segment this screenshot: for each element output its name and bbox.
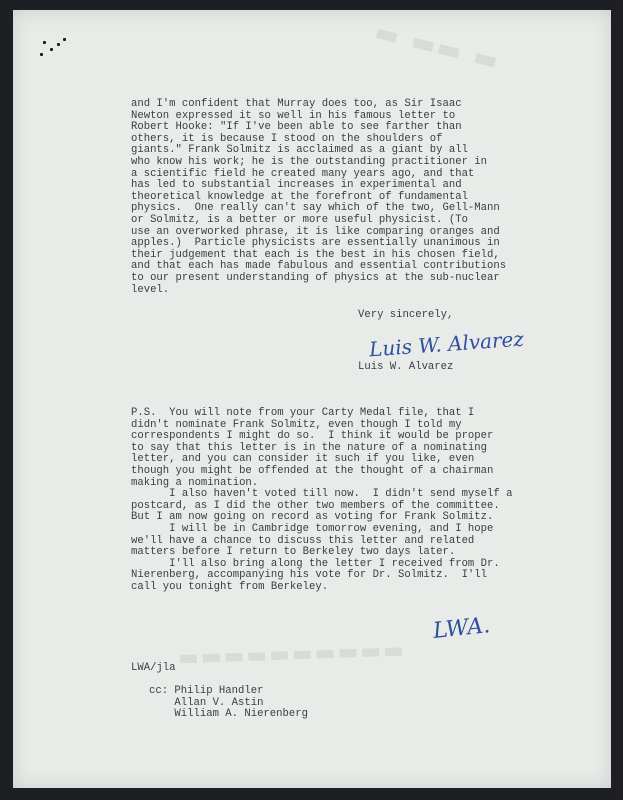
postscript-line: Nierenberg, accompanying his vote for Dr. Solmitz. I'll (131, 569, 488, 582)
body-line: level. (131, 283, 170, 296)
body-line: use an overworked phrase, it is like comparing oranges and (131, 225, 500, 238)
cc-line: cc: Philip Handler (149, 685, 264, 697)
body-line: their judgement that each is the best in his chosen field, (131, 248, 500, 261)
body-line: a scientific field he created many years ago, and that (131, 167, 475, 180)
postscript-line: I also haven't voted till now. I didn't send myself a (131, 488, 513, 501)
body-line: and that each has made fabulous and essential contributions (131, 260, 507, 273)
cc-line: William A. Nierenberg (149, 708, 308, 721)
postscript-line: making a nomination. (131, 476, 259, 489)
postscript-line: I will be in Cambridge tomorrow evening, and I hope (131, 523, 494, 535)
stamp-bleed-through: ▬▬▬▬▬▬▬▬▬▬ (177, 638, 407, 671)
postscript-line: letter, and you can consider it such if you like, even (131, 453, 475, 466)
body-line: theoretical knowledge at the forefront of fundamental (131, 190, 468, 203)
postscript-line: we'll have a chance to discuss this letter and related (131, 534, 475, 547)
letter-page (13, 10, 611, 788)
signature: Luis W. Alvarez (368, 326, 525, 362)
typed-name: Luis W. Alvarez (358, 361, 454, 373)
postscript-line: postcard, as I did the other two members of the committee. (131, 499, 500, 512)
closing: Very sincerely, (358, 309, 454, 321)
body-line: physics. One really can't say which of the two, Gell-Mann (131, 202, 500, 215)
initials-signature: LWA. (431, 613, 492, 644)
postscript-line: P.S. You will note from your Carty Medal file, that I (131, 407, 475, 419)
body-line: giants." Frank Solmitz is acclaimed as a giant by all (131, 144, 468, 157)
postscript-line: call you tonight from Berkeley. (131, 581, 329, 593)
reference-initials: LWA/jla (131, 662, 176, 674)
body-line: has led to substantial increases in experimental and (131, 179, 462, 192)
ink-speck (57, 43, 60, 46)
ink-speck (50, 48, 53, 51)
body-line: to our present understanding of physics at the sub-nuclear (131, 272, 500, 284)
ink-speck (43, 41, 46, 44)
cc-line: Allan V. Astin (149, 696, 264, 709)
body-line: Newton expressed it so well in his famous letter to (131, 109, 456, 122)
stamp-bleed-through: ▬ ▬▬ ▬ (371, 16, 504, 78)
postscript-line: to say that this letter is in the nature of a nominating (131, 441, 488, 454)
postscript-line: though you might be offended at the thought of a chairman (131, 465, 494, 477)
ink-speck (63, 38, 66, 41)
postscript-line: didn't nominate Frank Solmitz, even though I told my (131, 418, 462, 431)
postscript-line: I'll also bring along the letter I received from Dr. (131, 557, 500, 570)
body-line: and I'm confident that Murray does too, as Sir Isaac (131, 98, 462, 110)
postscript-line: correspondents I might do so. I think it would be proper (131, 430, 494, 443)
postscript-line: matters before I return to Berkeley two days later. (131, 546, 456, 559)
ink-speck (40, 53, 43, 56)
body-line: who know his work; he is the outstanding practitioner in (131, 156, 488, 168)
postscript-line: But I am now going on record as voting for Frank Solmitz. (131, 511, 494, 524)
body-line: Robert Hooke: "If I've been able to see farther than (131, 121, 462, 134)
body-line: or Solmitz, is a better or more useful physicist. (To (131, 214, 468, 226)
body-line: apples.) Particle physicists are essentially unanimous in (131, 237, 500, 250)
body-line: others, it is because I stood on the shoulders of (131, 132, 443, 145)
